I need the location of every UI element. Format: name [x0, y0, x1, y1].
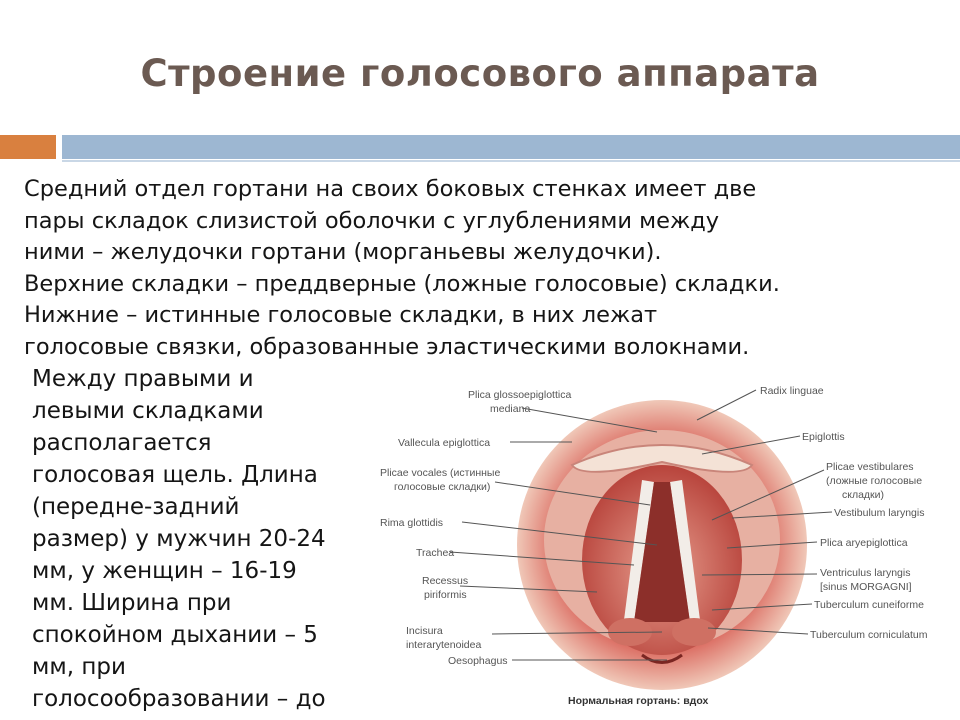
label-rima-glottidis: Rima glottidis [380, 517, 444, 529]
header-bar-line [62, 160, 960, 162]
label-plicae-vestibulares-2: (ложные голосовые [826, 475, 923, 487]
label-tuberculum-corniculatum: Tuberculum corniculatum [810, 629, 928, 641]
label-plica-aryepiglottica: Plica aryepiglottica [820, 537, 908, 549]
label-recessus: Recessus [422, 575, 469, 587]
label-epiglottis: Epiglottis [802, 431, 845, 443]
label-recessus-2: piriformis [424, 589, 467, 601]
label-plica-glossoepiglottica-2: mediana [490, 403, 531, 415]
side-paragraph: Между правыми и левыми складками располагается голосовая щель. Длина (передне-задний размер) у мужчин 20-24 мм, у женщин – 16-19 мм. Ширина при спокойном дыхании – 5 мм, при голосообразовании – до [32, 366, 326, 712]
intro-line: Средний отдел гортани на своих боковых стенках имеет две [24, 176, 757, 202]
arytenoid-right [672, 618, 716, 646]
label-oesophagus: Oesophagus [448, 655, 508, 667]
larynx-illustration [372, 370, 960, 720]
intro-line: Верхние складки – преддверные (ложные голосовые) складки. [24, 270, 780, 297]
header-bar [62, 135, 960, 159]
label-plica-glossoepiglottica: Plica glossoepiglottica [468, 389, 572, 401]
label-incisura-2: interarytenoidea [406, 639, 482, 651]
intro-line: ними – желудочки гортани (морганьевы желудочки). [24, 239, 662, 265]
intro-line: голосовые связки, образованные эластическими волокнами. [24, 333, 750, 360]
label-plicae-vocales-2: голосовые складки) [394, 481, 491, 493]
figure-caption: Нормальная гортань: вдох [568, 695, 709, 707]
label-radix-linguae: Radix linguae [760, 385, 824, 397]
intro-line: пары складок слизистой оболочки с углублениями между [24, 207, 720, 234]
larynx-figure [372, 370, 960, 720]
label-tuberculum-cuneiforme: Tuberculum cuneiforme [814, 599, 924, 611]
intro-line: Нижние – истинные голосовые складки, в них лежат [24, 302, 658, 328]
label-incisura: Incisura [406, 625, 443, 637]
label-vallecula: Vallecula epiglottica [398, 437, 491, 449]
label-plicae-vestibulares-3: складки) [842, 489, 885, 501]
intro-text [24, 174, 944, 363]
label-vestibulum: Vestibulum laryngis [834, 507, 925, 519]
label-ventriculus: Ventriculus laryngis [820, 567, 911, 579]
slide-title: Строение голосового аппарата [140, 52, 820, 95]
label-plicae-vestibulares: Plicae vestibulares [826, 461, 914, 473]
label-plicae-vocales: Plicae vocales (истинные [380, 467, 501, 479]
header-bar-accent [0, 135, 56, 159]
side-text [32, 363, 372, 715]
label-trachea: Trachea [416, 547, 455, 559]
label-ventriculus-2: [sinus MORGAGNI] [820, 581, 912, 593]
